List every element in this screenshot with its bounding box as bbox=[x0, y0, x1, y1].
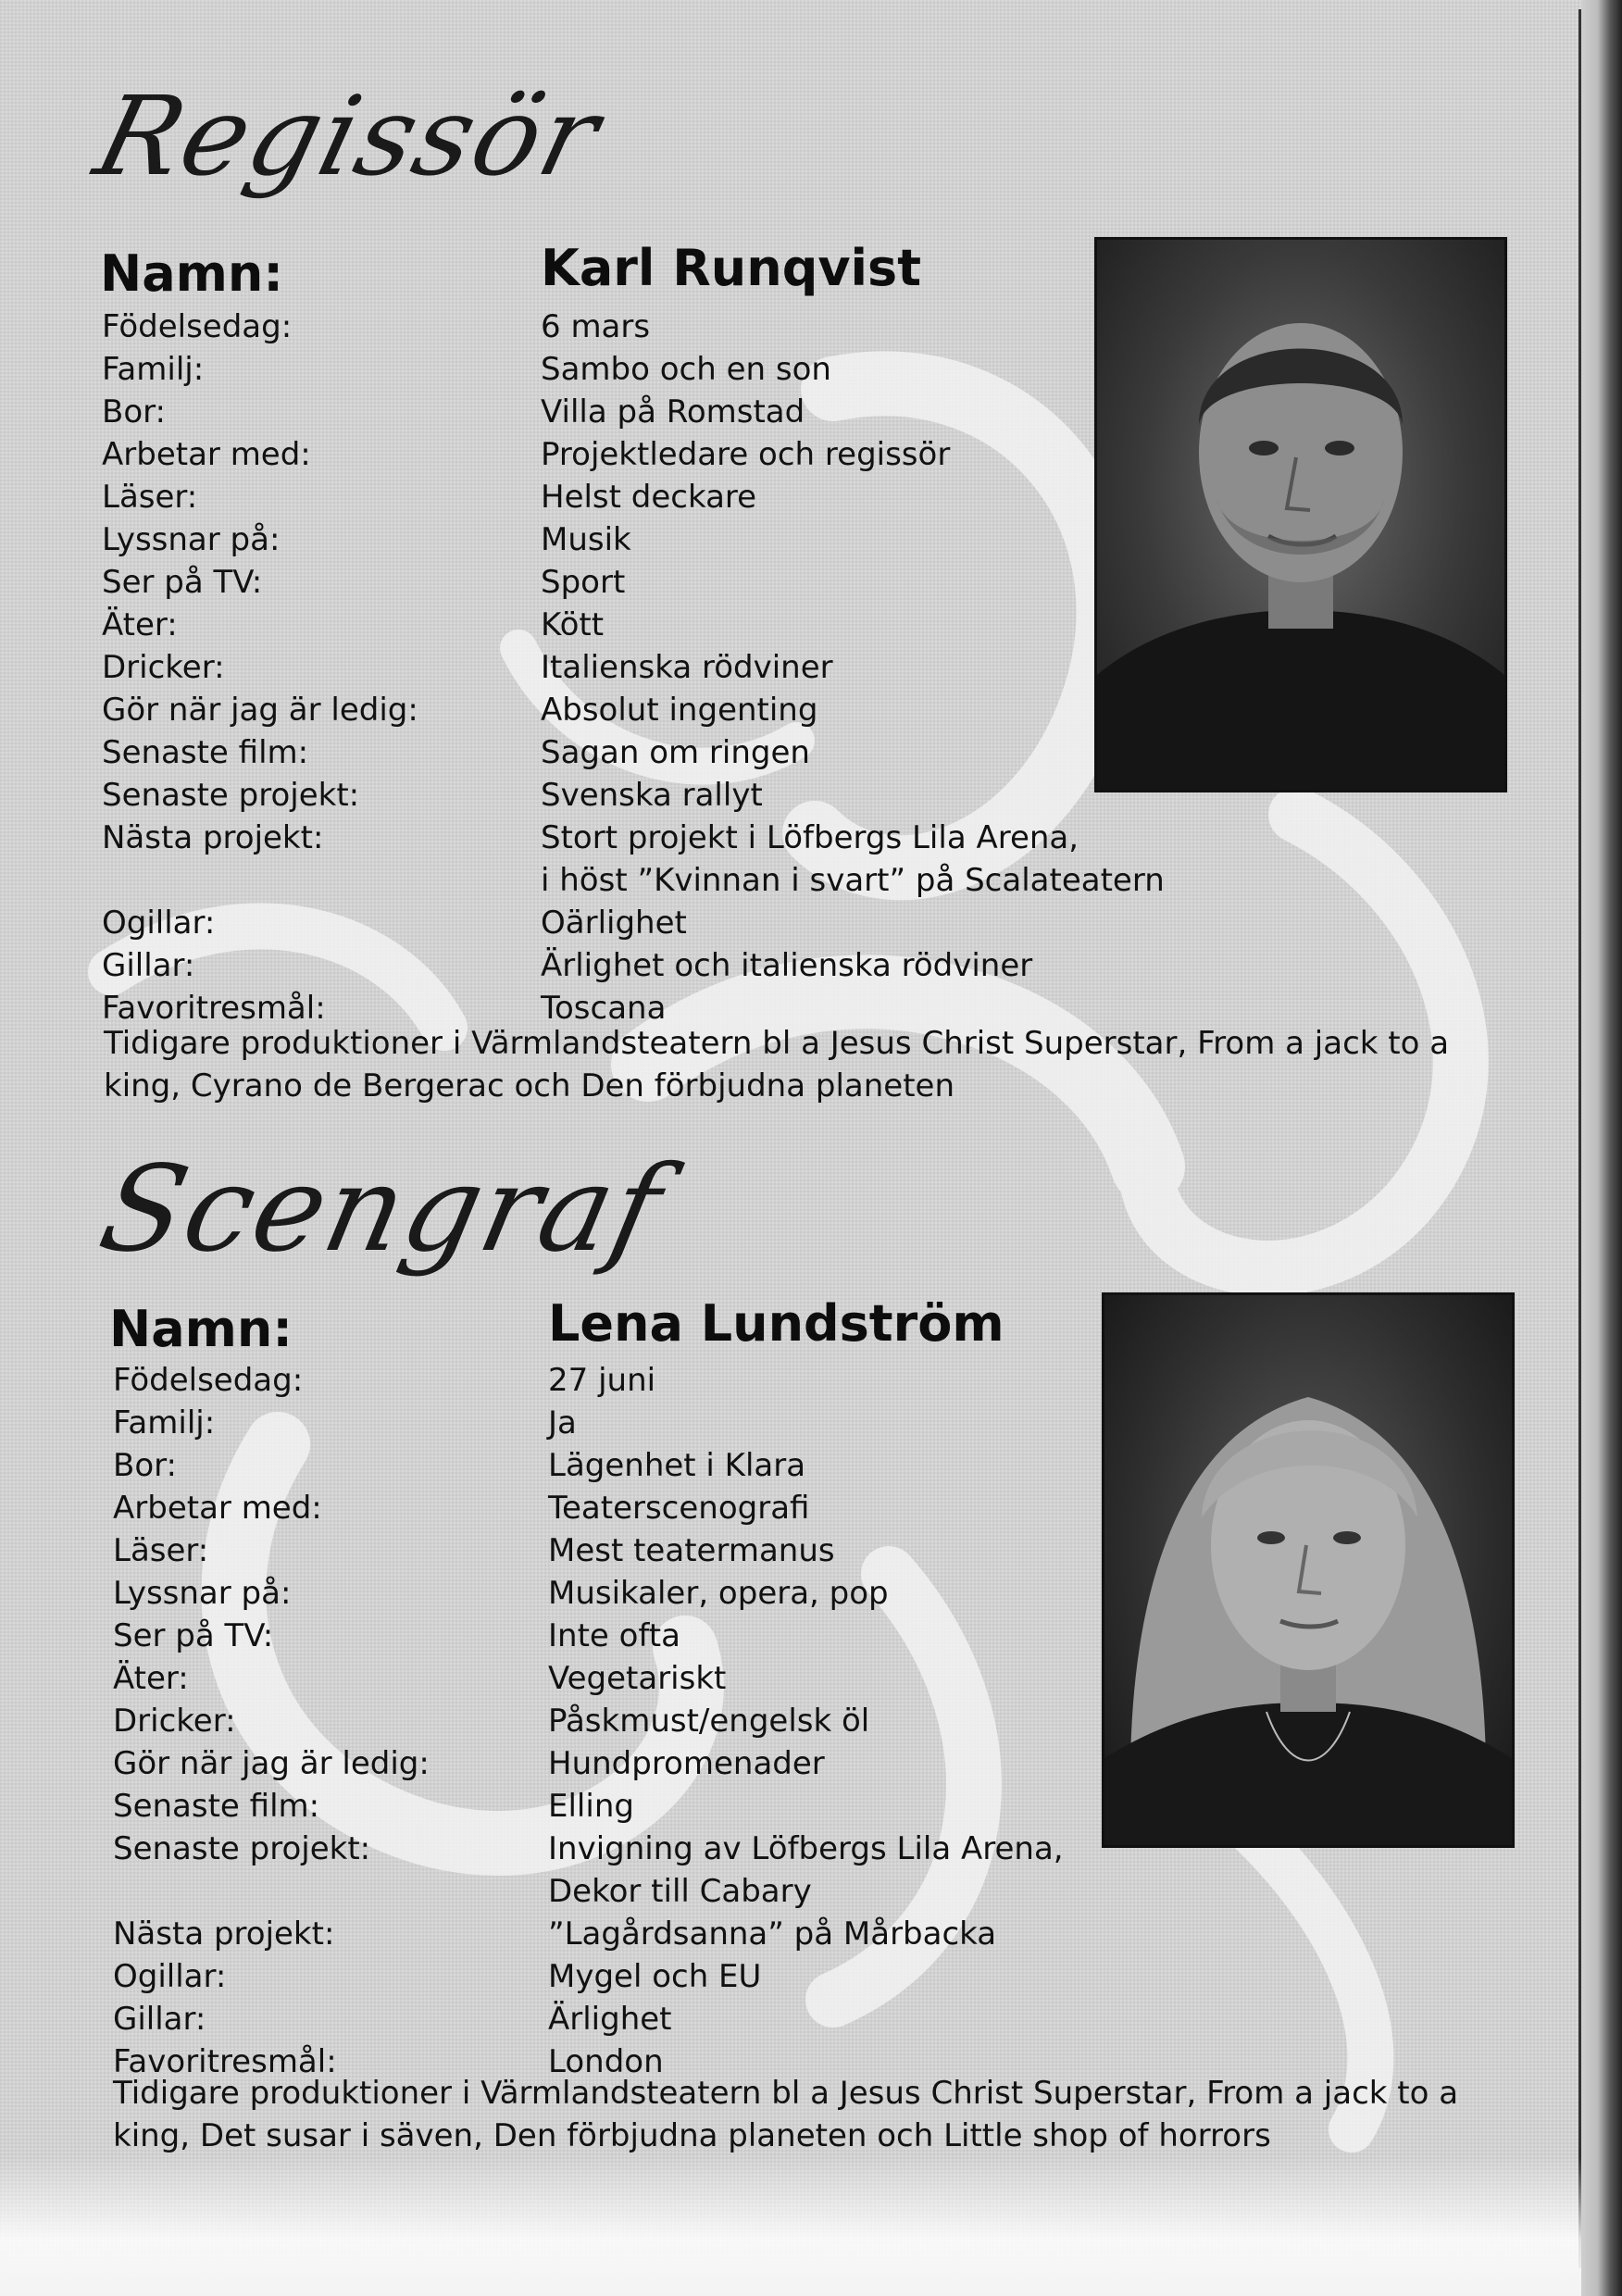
fact-value: Vegetariskt bbox=[548, 1660, 727, 1697]
fact-value: Ärlighet bbox=[548, 2001, 672, 2038]
fact-value: Absolut ingenting bbox=[541, 692, 818, 729]
fact-label: Gör när jag är ledig: bbox=[113, 1745, 430, 1782]
fact-label: Senaste projekt: bbox=[113, 1830, 371, 1867]
fact-label: Dricker: bbox=[102, 649, 225, 686]
fact-label: Nästa projekt: bbox=[113, 1915, 335, 1953]
fact-value bbox=[541, 817, 1165, 902]
fact-label: Favoritresmål: bbox=[102, 990, 326, 1027]
fact-value: Ja bbox=[548, 1404, 577, 1441]
fact-label: Senaste film: bbox=[113, 1788, 320, 1825]
fact-label: Dricker: bbox=[113, 1703, 236, 1740]
fact-label: Lyssnar på: bbox=[102, 521, 281, 558]
fact-value-line-1: Stort projekt i Löfbergs Lila Arena, bbox=[541, 819, 1079, 856]
fact-value: Inte ofta bbox=[548, 1617, 680, 1654]
fact-value: Elling bbox=[548, 1788, 634, 1825]
name-label: Namn: bbox=[100, 244, 283, 303]
fact-label: Senaste projekt: bbox=[102, 777, 360, 814]
fact-value: Hundpromenader bbox=[548, 1745, 825, 1782]
fact-value: Sagan om ringen bbox=[541, 734, 810, 771]
fact-value: Projektledare och regissör bbox=[541, 436, 951, 473]
fact-value: Helst deckare bbox=[541, 479, 757, 516]
fact-label: Familj: bbox=[113, 1404, 216, 1441]
fact-label: Favoritresmål: bbox=[113, 2043, 337, 2080]
fact-value: Svenska rallyt bbox=[541, 777, 763, 814]
fact-value: 6 mars bbox=[541, 308, 651, 345]
fact-label: Läser: bbox=[113, 1532, 209, 1569]
fact-label: Födelsedag: bbox=[113, 1362, 304, 1399]
fact-value: Kött bbox=[541, 606, 605, 643]
section-heading-regissor: Regissör bbox=[83, 72, 613, 200]
section-heading-scengraf: Scengraf bbox=[89, 1141, 675, 1279]
fact-label: Gillar: bbox=[113, 2001, 206, 2038]
fact-value: Italienska rödviner bbox=[541, 649, 833, 686]
fact-value bbox=[548, 1828, 1064, 1913]
person-name: Karl Runqvist bbox=[541, 239, 922, 297]
portrait-man-illustration bbox=[1097, 240, 1504, 790]
fact-label: Familj: bbox=[102, 351, 205, 388]
fact-label: Ser på TV: bbox=[102, 564, 263, 601]
fact-value: Påskmust/engelsk öl bbox=[548, 1703, 870, 1740]
fact-label: Arbetar med: bbox=[102, 436, 311, 473]
fact-value: Mest teatermanus bbox=[548, 1532, 835, 1569]
fact-value: Musikaler, opera, pop bbox=[548, 1575, 889, 1612]
fact-label: Bor: bbox=[102, 393, 166, 430]
fact-value: Musik bbox=[541, 521, 631, 558]
fact-value: Toscana bbox=[541, 990, 667, 1027]
fact-label: Ser på TV: bbox=[113, 1617, 274, 1654]
fact-value: Lägenhet i Klara bbox=[548, 1447, 806, 1484]
fact-label: Nästa projekt: bbox=[102, 819, 324, 856]
fact-label: Senaste film: bbox=[102, 734, 309, 771]
fact-value: Teaterscenografi bbox=[548, 1490, 810, 1527]
previous-productions-text: Tidigare produktioner i Värmlandsteatern bl a Jesus Christ Superstar, From a jack to a king, Det susar i säven, Den förbjudna planeten och Little shop of horrors bbox=[113, 2075, 1459, 2154]
fact-label: Äter: bbox=[102, 606, 178, 643]
fact-value: London bbox=[548, 2043, 664, 2080]
portrait-woman-photo-icon bbox=[1102, 1292, 1515, 1848]
fact-label: Ogillar: bbox=[102, 905, 216, 942]
fact-value: Oärlighet bbox=[541, 905, 687, 942]
fact-value: Mygel och EU bbox=[548, 1958, 762, 1995]
fact-value: 27 juni bbox=[548, 1362, 656, 1399]
fact-value: Ärlighet och italienska rödviner bbox=[541, 947, 1033, 984]
fact-value: Villa på Romstad bbox=[541, 393, 805, 430]
fact-label: Gillar: bbox=[102, 947, 195, 984]
bottom-fade bbox=[0, 2157, 1581, 2296]
fact-value: Sambo och en son bbox=[541, 351, 831, 388]
fact-label: Födelsedag: bbox=[102, 308, 293, 345]
fact-value-line-1: Invigning av Löfbergs Lila Arena, bbox=[548, 1830, 1064, 1867]
fact-label: Läser: bbox=[102, 479, 198, 516]
fact-label: Lyssnar på: bbox=[113, 1575, 292, 1612]
portrait-woman-illustration bbox=[1104, 1295, 1512, 1845]
fact-label: Arbetar med: bbox=[113, 1490, 322, 1527]
name-label: Namn: bbox=[109, 1300, 293, 1358]
fact-label: Äter: bbox=[113, 1660, 189, 1697]
fact-label: Bor: bbox=[113, 1447, 177, 1484]
page-binding-edge bbox=[1581, 0, 1622, 2296]
fact-value-line-2: Dekor till Cabary bbox=[548, 1873, 812, 1910]
person-name: Lena Lundström bbox=[548, 1294, 1004, 1353]
fact-label: Ogillar: bbox=[113, 1958, 227, 1995]
previous-productions-text: Tidigare produktioner i Värmlandsteatern bl a Jesus Christ Superstar, From a jack to a king, Cyrano de Bergerac och Den förbjudna planeten bbox=[104, 1025, 1450, 1104]
fact-value-line-2: i höst ”Kvinnan i svart” på Scalateatern bbox=[541, 862, 1165, 899]
fact-label: Gör när jag är ledig: bbox=[102, 692, 418, 729]
portrait-man-photo-icon bbox=[1094, 237, 1507, 792]
fact-value: ”Lagårdsanna” på Mårbacka bbox=[548, 1915, 997, 1953]
fact-value: Sport bbox=[541, 564, 626, 601]
